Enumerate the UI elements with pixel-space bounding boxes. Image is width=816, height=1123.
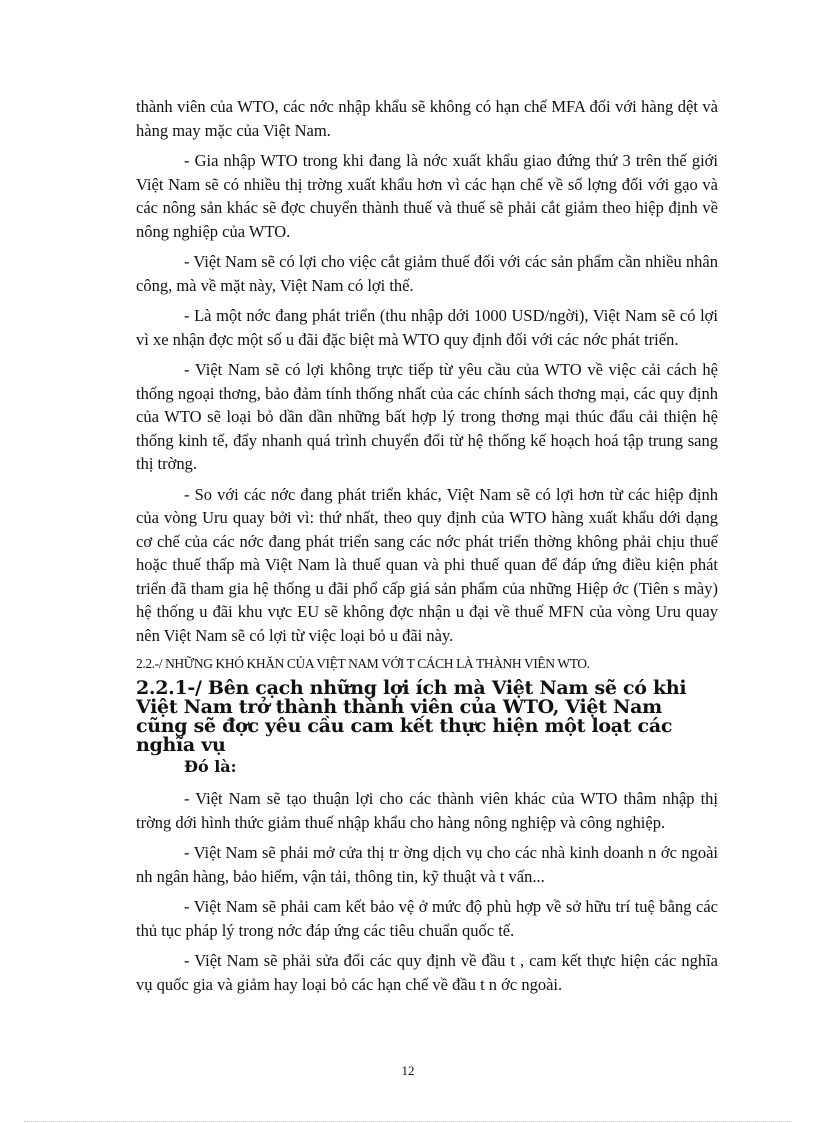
page-bottom-rule <box>24 1121 792 1122</box>
paragraph: - Việt Nam sẽ tạo thuận lợi cho các thành viên khác của WTO thâm nhập thị trờng dới hình thức giảm thuế nhập khẩu cho hàng nông nghiệp và công nghiệp. <box>136 789 718 832</box>
paragraph: - Gia nhập WTO trong khi đang là nớc xuất khẩu giao đứng thứ 3 trên thế giới Việt Nam sẽ có nhiều thị trờng xuất khẩu hơn vì các hạn chế về số lợng đối với gạo và các nông sản khác sẽ đợc chuyển thành thuế và thuế sẽ phải cắt giảm theo hiệp định về nông nghiệp của WTO. <box>136 151 718 241</box>
page-content <box>136 95 718 1003</box>
sub-heading: 2.2.1-/ Bên cạch những lợi ích mà Việt Nam sẽ có khi Việt Nam trở thành thành viên của WTO, Việt Nam cũng sẽ đợc yêu cầu cam kết thực hiện một loạt các nghĩa vụ <box>136 677 687 756</box>
paragraph: - Việt Nam sẽ phải cam kết bảo vệ ở mức độ phù hợp về sở hữu trí tuệ bằng các thủ tục pháp lý trong nớc đáp ứng các tiêu chuẩn quốc tế. <box>136 897 718 940</box>
page-number: 12 <box>401 1063 415 1078</box>
paragraph: - Việt Nam sẽ phải mở cửa thị tr ờng dịch vụ cho các nhà kinh doanh n ớc ngoài nh ngân hàng, bảo hiểm, vận tải, thông tin, kỹ thuật và t vấn... <box>136 843 718 886</box>
paragraph: - Việt Nam sẽ có lợi cho việc cắt giảm thuế đối với các sản phẩm cần nhiều nhân công, mà về mặt này, Việt Nam có lợi thế. <box>136 252 718 295</box>
paragraph: thành viên của WTO, các nớc nhập khẩu sẽ không có hạn chế MFA đối với hàng dệt và hàng may mặc của Việt Nam. <box>136 97 718 140</box>
paragraph: - So với các nớc đang phát triển khác, Việt Nam sẽ có lợi hơn từ các hiệp định của vòng Uru quay bởi vì: thứ nhất, theo quy định của WTO hàng xuất khẩu dới dạng cơ chế của các nớc đang phát triển sang các nớc phát triển thờng không phải chịu thuế hoặc thuế thấp mà Việt Nam là thuế quan và phi thuế quan để đáp ứng điều kiện phát triển đã tham gia hệ thống u đãi phổ cấp giá sản phẩm của những Hiệp ớc (Tiên s mày) hệ thống u đãi khu vực EU sẽ không đợc nhận u đại về thuế MFN của vòng Uru quay nên Việt Nam sẽ có lợi từ việc loại bỏ u đãi này. <box>136 484 718 645</box>
paragraph: - Việt Nam sẽ phải sửa đổi các quy định về đầu t , cam kết thực hiện các nghĩa vụ quốc gia và giảm hay loại bỏ các hạn chế về đầu t n ớc ngoài. <box>136 951 718 994</box>
section-heading: 2.2.-/ NHỮNG KHÓ KHĂN CỦA VIỆT NAM VỚI T CÁCH LÀ THÀNH VIÊN WTO. <box>136 656 590 671</box>
paragraph: - Việt Nam sẽ có lợi không trực tiếp từ yêu cầu của WTO về việc cải cách hệ thống ngoại thơng, bảo đảm tính thống nhất của các chính sách thơng mại, các quy định của WTO sẽ loại bỏ dần dần những bất hợp lý trong thơng mại thúc đẩu cải thiện hệ thống kinh tế, đẩy nhanh quá trình chuyển đổi từ hệ thống kế hoạch hoá tập trung sang thị trờng. <box>136 360 718 473</box>
paragraph: - Là một nớc đang phát triển (thu nhập dới 1000 USD/ngời), Việt Nam sẽ có lợi vì xe nhận đợc một số u đãi đặc biệt mà WTO quy định đối với các nớc phát triển. <box>136 306 718 349</box>
sub-heading-tail: Đó là: <box>184 757 237 776</box>
